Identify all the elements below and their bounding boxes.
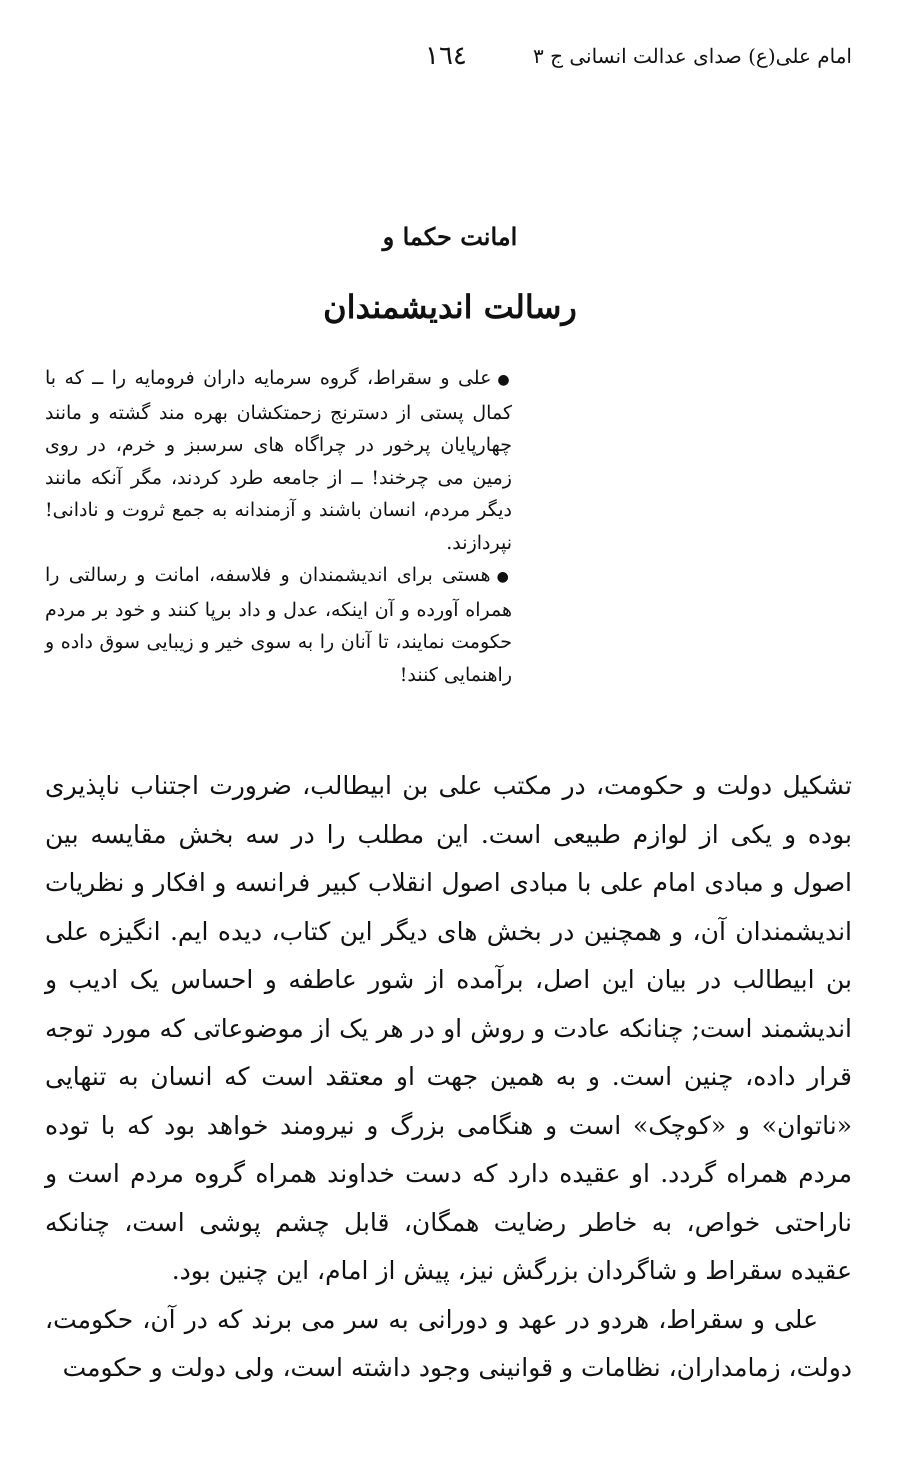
body-paragraph: تشکیل دولت و حکومت، در مکتب علی بن ابیطالب، ضرورت اجتناب ناپذیری بوده و یکی از لوازم طبیعی است. این مطلب را در سه بخش مقایسه بین اصول و مبادی امام علی با مبادی اصول انقلاب کبیر فرانسه و افکار و نظریات اندیشمندان آن، و همچنین در بخش های دیگر این کتاب، دیده ایم. انگیزه علی بن ابیطالب در بیان این اصل، برآمده از شور عاطفه و احساس یک ادیب و اندیشمند است; چنانکه عادت و روش او در هر یک از موضوعاتی که مورد توجه قرار داده، چنین است. و به همین جهت او معتقد است که انسان به تنهایی «ناتوان» و «کوچک» است و هنگامی بزرگ و نیرومند خواهد بود که با توده مردم همراه گردد. او عقیده دارد که دست خداوند همراه گروه مردم است و ناراحتی خواص، به خاطر رضایت همگان، قابل چشم پوشی است، چنانکه عقیده سقراط و شاگردان بزرگش نیز، پیش از امام، این چنین بود. (45, 771, 852, 1285)
chapter-title-line-1: امانت حکما و (382, 222, 518, 251)
summary-item (45, 362, 512, 559)
book-title: امام علی(ع) صدای عدالت انسانی ج ۳ (532, 44, 852, 68)
summary-text: هستی برای اندیشمندان و فلاسفه، امانت و رسالتی را همراه آورده و آن اینکه، عدل و داد برپا کنند و خود بر مردم حکومت نمایند، تا آنان را به سوی خیر و زیبایی سوق داده و راهنمایی کنند! (45, 564, 512, 686)
chapter-title-line-2: رسالت اندیشمندان (323, 288, 577, 326)
bullet-icon: ● (496, 569, 512, 585)
chapter-summary (45, 362, 512, 691)
bullet-icon: ● (497, 372, 513, 388)
body-paragraph: علی و سقراط، هردو در عهد و دورانی به سر می برند که در آن، حکومت، دولت، زمامداران، نظامات و قوانینی وجود داشته است، ولی دولت و حکومت (45, 1304, 852, 1382)
running-header (45, 40, 852, 72)
summary-text: علی و سقراط، گروه سرمایه داران فرومایه را ــ که با کمال پستی از دسترنج زحمتکشان بهره مند گشته و مانند چهارپایان پرخور در چراگاه های سرسبز و خرم، در روی زمین می چرخند! ــ از جامعه طرد کردند، مگر آنکه مانند دیگر مردم، انسان باشند و آزمندانه به جمع ثروت و نادانی! نپردازند. (45, 367, 512, 554)
summary-item (45, 559, 512, 691)
body-text (45, 762, 852, 1393)
page-number: ۱٦٤ (425, 41, 467, 71)
